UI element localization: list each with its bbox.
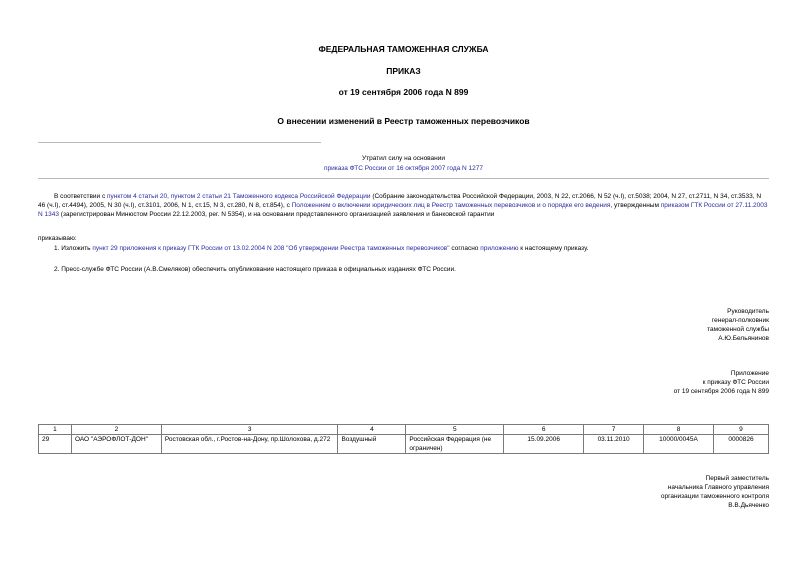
order-word: приказываю: [38, 235, 77, 242]
signature-deputy-line1: Первый заместитель [705, 475, 769, 482]
preamble-text-1: В соответствии с [54, 193, 108, 200]
signature-head-line4: А.Ю.Бельянинов [718, 335, 769, 342]
appendix-ref-line2: к приказу ФТС России [702, 379, 769, 386]
appendix-reference [674, 369, 769, 396]
table-header-cell: 3 [161, 425, 338, 435]
table-cell-date-end: 03.11.2010 [584, 435, 644, 454]
table-header-cell: 8 [644, 425, 714, 435]
table-cell-certificate: 0000826 [713, 435, 768, 454]
table-cell-territory: Российская Федерация (не ограничен) [406, 435, 504, 454]
table-header-cell: 4 [338, 425, 406, 435]
table-row [39, 435, 769, 454]
signature-deputy-line4: В.В.Дьяченко [728, 502, 769, 509]
preamble-text-2: (Собрание законодательства Российской Федерации, 2003, N 22, ст.2066, N 52 (ч.I), ст.5038; 2004, N 27, ст.2711, N 34, ст.3533, N 46 (ч.I), ст.4494), 2005, N 30 (ч.I), ст.3101, 2006, N 1, ст.15, N 3, ст.280, N 8, ст.854), с [38, 193, 762, 209]
table-header-cell: 1 [39, 425, 72, 435]
table-cell-organization: ОАО "АЭРОФЛОТ-ДОН" [71, 435, 161, 454]
signature-deputy-line3: организации таможенного контроля [660, 493, 769, 500]
carrier-register-table [38, 424, 769, 454]
item1-text-2: согласно [449, 245, 481, 252]
link-point-29[interactable]: пункт 29 приложения к приказу ГТК России от 13.02.2004 N 208 "Об утверждении Реестра таможенных перевозчиков" [92, 245, 450, 252]
table-cell-transport-type: Воздушный [338, 435, 406, 454]
table-cell-guarantee: 10000/0045А [644, 435, 714, 454]
signature-head [707, 307, 769, 343]
table-header-cell: 6 [504, 425, 584, 435]
preamble-text-3: , утвержденным [610, 202, 661, 209]
table-cell-date-start: 15.09.2006 [504, 435, 584, 454]
document-type: ПРИКАЗ [386, 66, 421, 76]
table-cell-number: 29 [39, 435, 72, 454]
item1-text-1: 1. Изложить [54, 245, 93, 252]
status-link[interactable]: приказа ФТС России от 16 октября 2007 года N 1277 [323, 165, 484, 172]
preamble-text-4: (зарегистрирован Минюстом России 22.12.2003, рег. N 5354), и на основании представленного организацией заявления и банковской гарантии [58, 211, 495, 218]
link-gtk-order[interactable]: приказом ГТК России от 27.11.2003 N 1343 [38, 202, 768, 218]
order-item-2: 2. Пресс-службе ФТС России (А.В.Смеляков) обеспечить опубликование настоящего приказа в официальных изданиях ФТС России. [54, 266, 456, 273]
signature-head-line3: таможенной службы [707, 326, 769, 333]
link-appendix[interactable]: приложению [480, 245, 519, 252]
signature-head-line2: генерал-полковник [711, 317, 769, 324]
document-title: О внесении изменений в Реестр таможенных перевозчиков [277, 116, 530, 126]
divider-bottom [38, 178, 769, 179]
table-header-cell: 9 [713, 425, 768, 435]
item1-text-3: к настоящему приказу. [518, 245, 589, 252]
document-date-number: от 19 сентября 2006 года N 899 [338, 87, 469, 97]
table-header-cell: 5 [406, 425, 504, 435]
link-regulation[interactable]: Положением о включении юридических лиц в Реестр таможенных перевозчиков и о порядке его ведения [291, 202, 611, 209]
signature-head-line1: Руководитель [727, 308, 769, 315]
table-header-cell: 2 [71, 425, 161, 435]
agency-name: ФЕДЕРАЛЬНАЯ ТАМОЖЕННАЯ СЛУЖБА [318, 44, 489, 54]
status-label: Утратил силу на основании [361, 155, 446, 162]
table-cell-address: Ростовская обл., г.Ростов-на-Дону, пр.Шолохова, д.272 [161, 435, 338, 454]
preamble-paragraph [38, 192, 769, 219]
signature-deputy-line2: начальника Главного управления [667, 484, 769, 491]
link-customs-code[interactable]: пунктом 4 статьи 20, пунктом 2 статьи 21 Таможенного кодекса Российской Федерации [107, 193, 371, 200]
appendix-ref-line1: Приложение [730, 370, 769, 377]
divider-top [38, 142, 321, 143]
signature-deputy [661, 474, 769, 510]
appendix-ref-line3: от 19 сентября 2006 года N 899 [673, 388, 769, 395]
table-header-row [39, 425, 769, 435]
table-header-cell: 7 [584, 425, 644, 435]
order-item-1 [54, 244, 769, 253]
